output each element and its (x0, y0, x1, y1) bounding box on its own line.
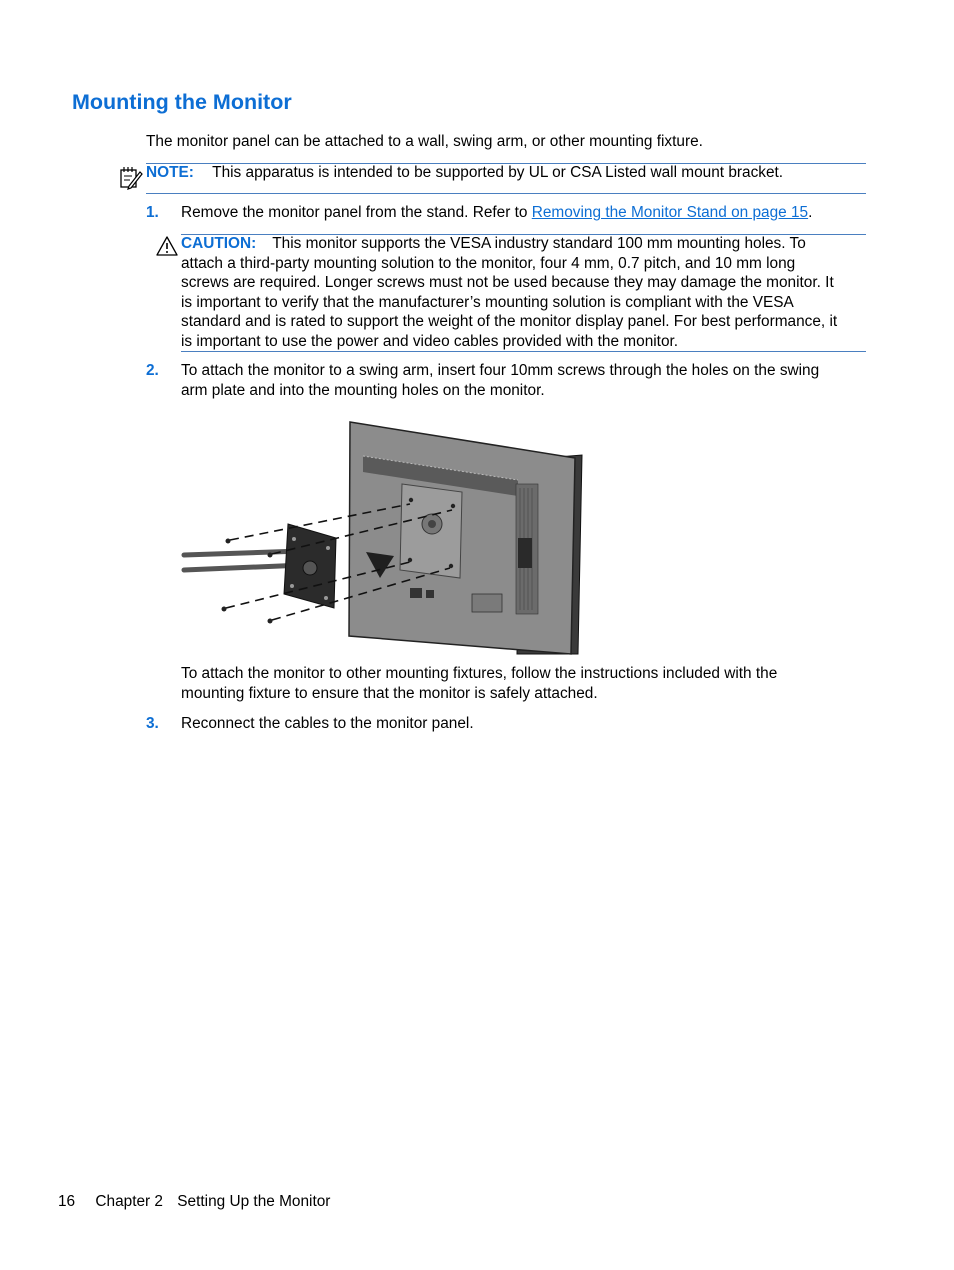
caution-text-line-1: This monitor supports the VESA industry standard 100 mm mounting holes. To (272, 235, 806, 252)
caution-text-line-6: is important to use the power and video cables provided with the monitor. (181, 332, 679, 350)
page-heading: Mounting the Monitor (72, 90, 292, 114)
intro-paragraph: The monitor panel can be attached to a wall, swing arm, or other mounting fixture. (146, 133, 703, 150)
after-figure-line-1: To attach the monitor to other mounting fixtures, follow the instructions included with the (181, 665, 778, 682)
warning-triangle-icon (155, 235, 179, 257)
step-2-text-line-2: arm plate and into the mounting holes on the monitor. (181, 381, 545, 399)
step-1-text-after: . (808, 204, 813, 221)
note-text: This apparatus is intended to be supported by UL or CSA Listed wall mount bracket. (212, 164, 784, 181)
removing-stand-link[interactable]: Removing the Monitor Stand on page 15 (531, 204, 809, 221)
page-number: 16 (58, 1193, 76, 1210)
caution-label: CAUTION: (181, 235, 257, 252)
caution-text-line-3: screws are required. Longer screws must not be used because they may damage the monitor. It (181, 274, 834, 291)
step-1-number: 1. (146, 204, 159, 221)
note-icon (118, 165, 144, 191)
after-figure-paragraph (181, 664, 777, 703)
step-3-number: 3. (146, 715, 159, 732)
caution-text-line-2: attach a third-party mounting solution to the monitor, four 4 mm, 0.7 pitch, and 10 mm long (181, 254, 796, 272)
step-1-text (181, 203, 812, 223)
note-label: NOTE: (146, 164, 194, 181)
step-2-text (181, 361, 819, 400)
step-2-text-line-1: To attach the monitor to a swing arm, insert four 10mm screws through the holes on the swing (181, 362, 820, 379)
swing-arm-mount-figure (180, 418, 590, 660)
caution-text-line-4: is important to verify that the manufacturer’s mounting solution is compliant with the VESA (181, 293, 794, 311)
caution-first-line (181, 234, 871, 254)
caution-bottom-rule (181, 351, 866, 352)
footer-chapter: Chapter 2 (95, 1193, 163, 1210)
note-bottom-rule (146, 193, 866, 194)
page-footer (58, 1192, 330, 1212)
step-3-text: Reconnect the cables to the monitor panel. (181, 715, 474, 732)
caution-block (181, 234, 871, 351)
after-figure-line-2: mounting fixture to ensure that the monitor is safely attached. (181, 684, 598, 702)
step-2-number: 2. (146, 362, 159, 379)
step-1-text-before: Remove the monitor panel from the stand. Refer to (181, 204, 532, 221)
note-line (146, 163, 783, 183)
footer-chapter-title: Setting Up the Monitor (177, 1193, 331, 1210)
caution-text-line-5: standard and is rated to support the weight of the monitor display panel. For best performance, it (181, 313, 838, 330)
